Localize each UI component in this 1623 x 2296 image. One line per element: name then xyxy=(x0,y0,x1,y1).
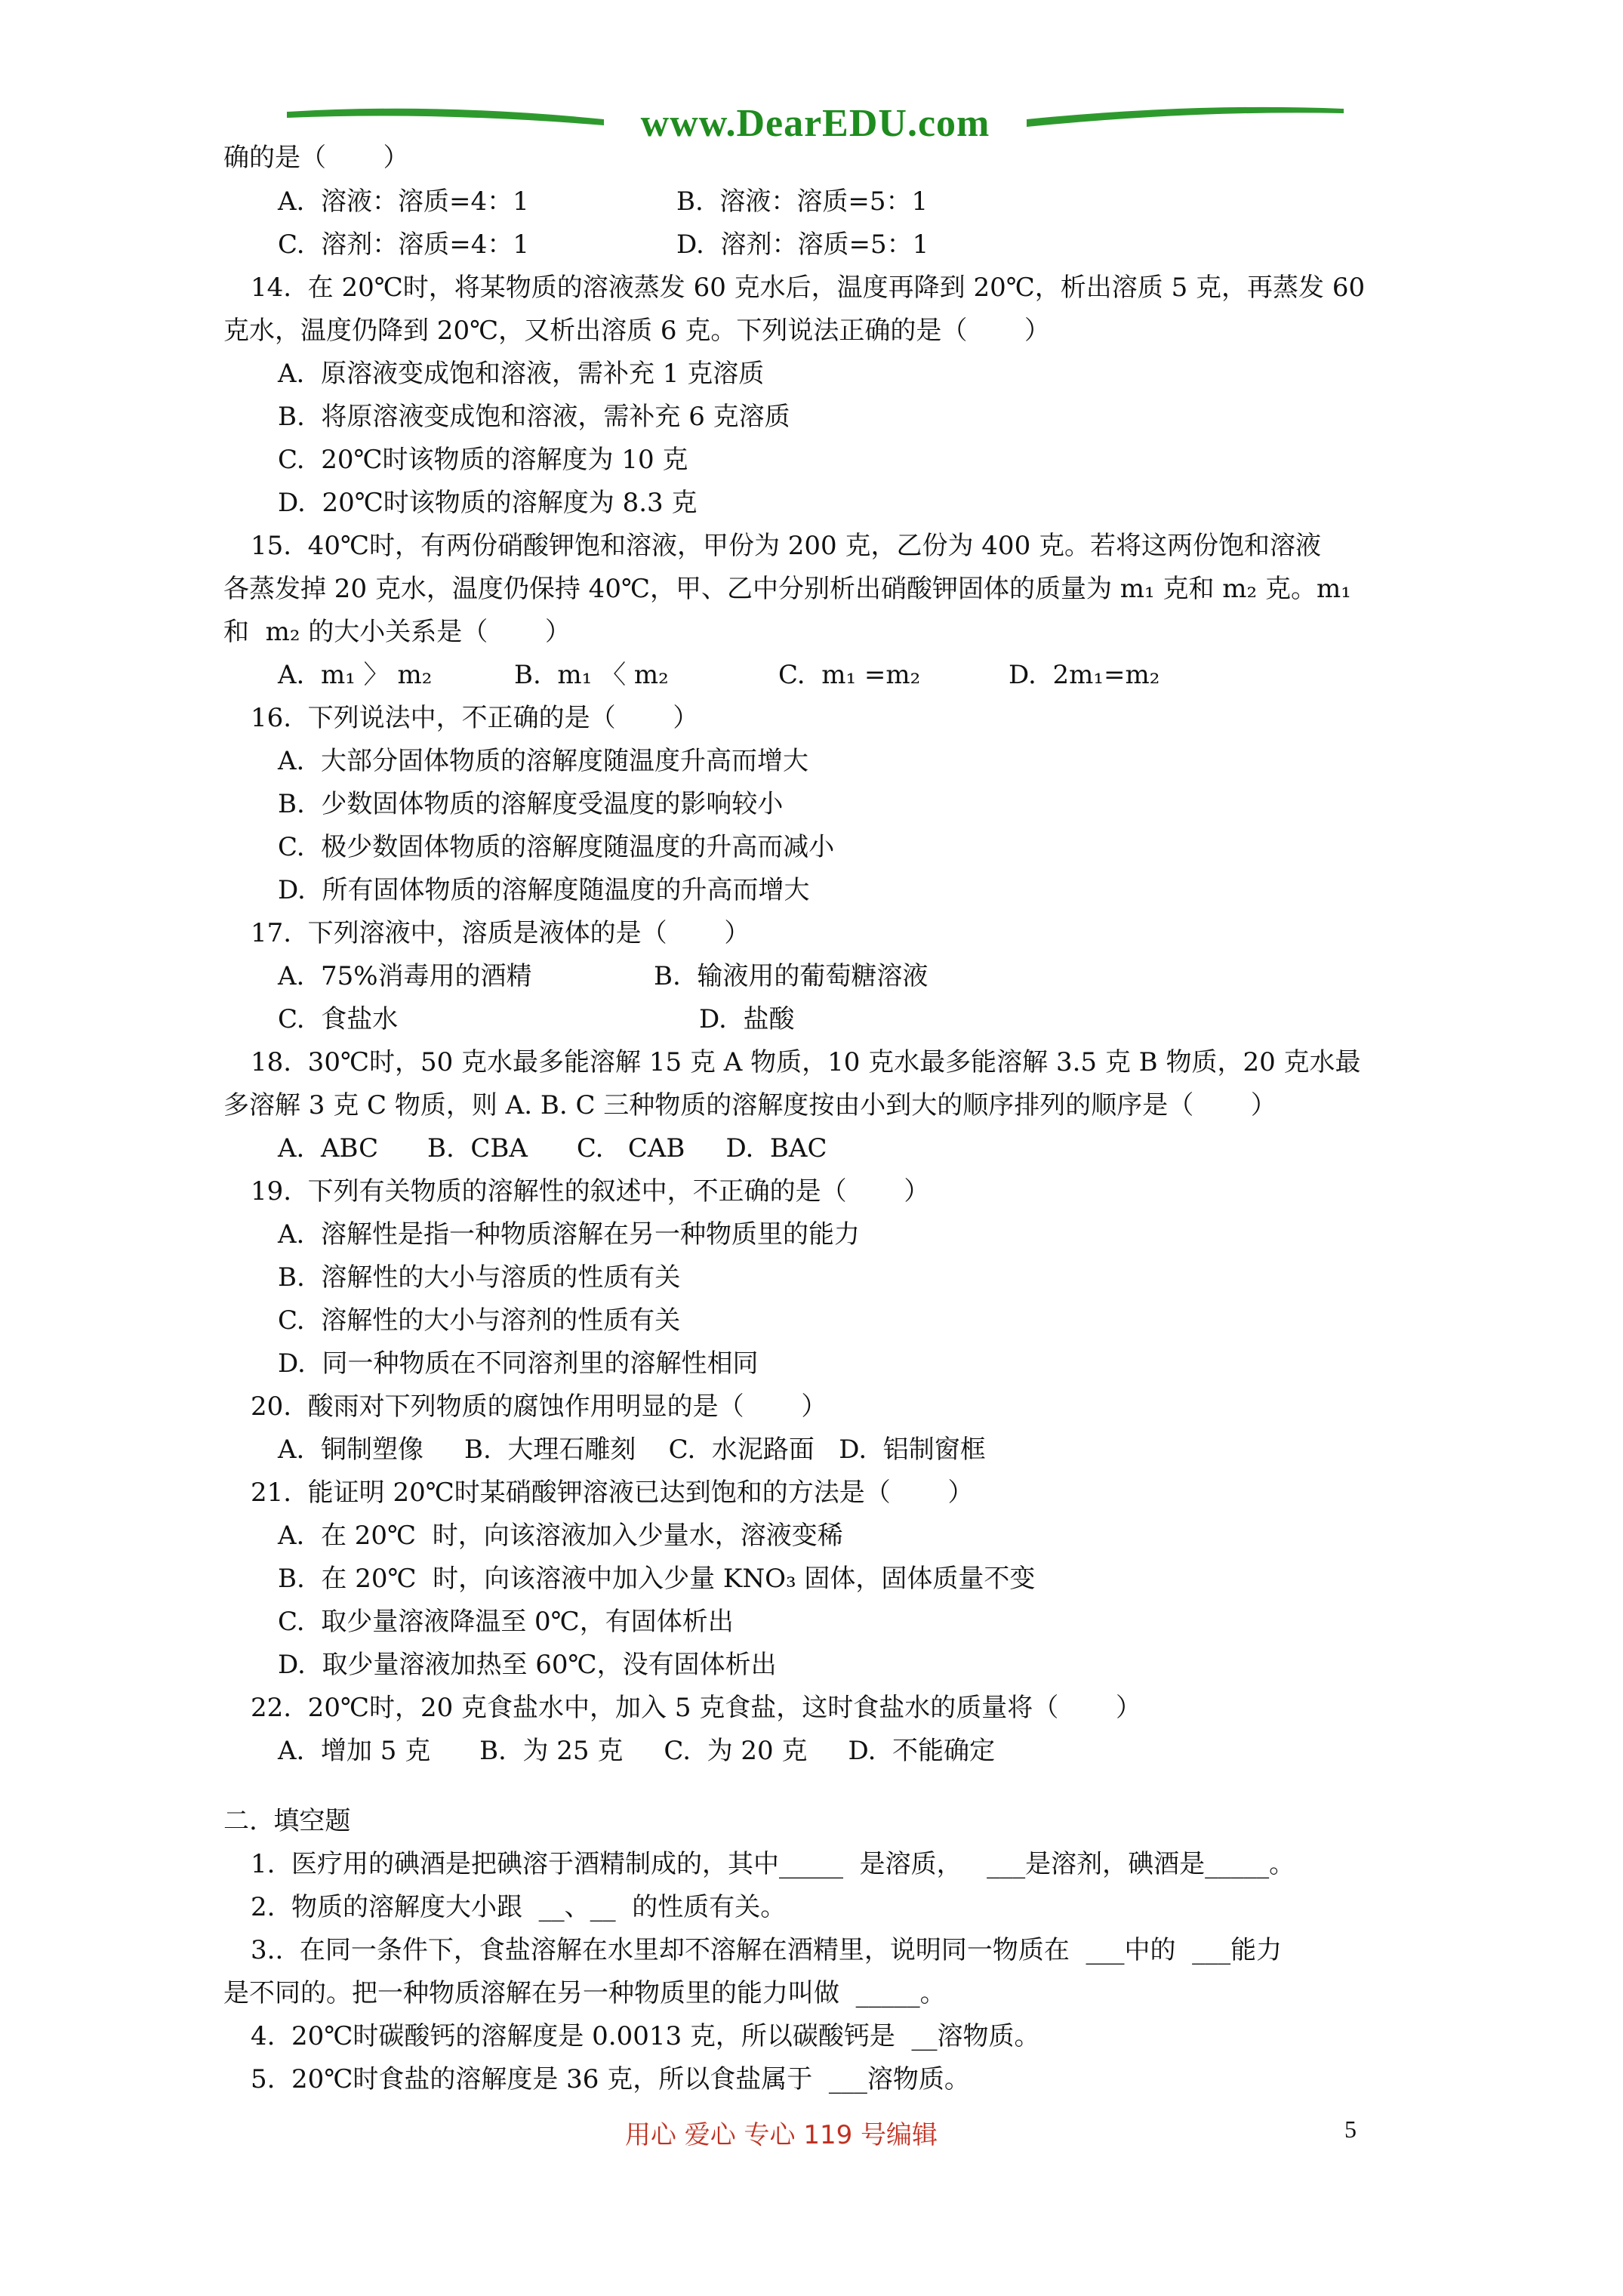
option-line: B. 在 20℃ 时，向该溶液中加入少量 KNO₃ 固体，固体质量不变 xyxy=(278,1564,1036,1594)
option-line: A. m₁ 〉 m₂ xyxy=(278,660,433,690)
option-line: A. 增加 5 克 B. 为 25 克 C. 为 20 克 D. 不能确定 xyxy=(278,1736,996,1766)
option-line: A. 溶液：溶质=4：1 xyxy=(278,186,529,217)
option-line: A. ABC B. CBA C. CAB D. BAC xyxy=(278,1133,827,1163)
section-heading: 二. 填空题 xyxy=(223,1806,351,1836)
text-line: 确的是（ ） xyxy=(223,143,409,173)
option-line: C. 20℃时该物质的溶解度为 10 克 xyxy=(278,445,688,475)
option-line: B. 将原溶液变成饱和溶液，需补充 6 克溶质 xyxy=(278,402,790,432)
question-line: 18. 30℃时，50 克水最多能溶解 15 克 A 物质，10 克水最多能溶解 3.5 克 B 物质，20 克水最 xyxy=(251,1047,1361,1077)
option-line: B. 少数固体物质的溶解度受温度的影响较小 xyxy=(278,789,784,819)
option-line: D. 取少量溶液加热至 60℃，没有固体析出 xyxy=(278,1650,777,1680)
text-line: 是不同的。把一种物质溶解在另一种物质里的能力叫做 _____。 xyxy=(223,1978,946,2008)
page-number: 5 xyxy=(1344,2116,1357,2143)
option-line: D. 同一种物质在不同溶剂里的溶解性相同 xyxy=(278,1348,759,1379)
option-line: A. 大部分固体物质的溶解度随温度升高而增大 xyxy=(278,746,808,776)
page-footer xyxy=(0,2114,1623,2151)
option-line: D. 2m₁=m₂ xyxy=(1009,660,1160,690)
option-line: B. 输液用的葡萄糖溶液 xyxy=(654,961,929,991)
option-line: A. 75%消毒用的酒精 xyxy=(278,961,532,991)
option-line: C. 食盐水 xyxy=(278,1004,399,1034)
question-line: 1. 医疗用的碘酒是把碘溶于酒精制成的，其中_____ 是溶质， ___是溶剂，碘酒是_____。 xyxy=(251,1849,1295,1879)
question-line: 22. 20℃时，20 克食盐水中，加入 5 克食盐，这时食盐水的质量将（ ） xyxy=(251,1693,1141,1723)
option-line: D. 20℃时该物质的溶解度为 8.3 克 xyxy=(278,488,698,518)
text-line: 和 m₂ 的大小关系是（ ） xyxy=(223,617,571,647)
question-line: 14. 在 20℃时，将某物质的溶液蒸发 60 克水后，温度再降到 20℃，析出溶质 5 克，再蒸发 60 xyxy=(251,273,1366,303)
option-line: D. 所有固体物质的溶解度随温度的升高而增大 xyxy=(278,875,810,905)
text-line: 各蒸发掉 20 克水，温度仍保持 40℃，甲、乙中分别析出硝酸钾固体的质量为 m₁ 克和 m₂ 克。m₁ xyxy=(223,574,1351,604)
question-line: 20. 酸雨对下列物质的腐蚀作用明显的是（ ） xyxy=(251,1391,827,1422)
option-line: B. 溶液：溶质=5：1 xyxy=(676,186,929,217)
text-line: 克水，温度仍降到 20℃，又析出溶质 6 克。下列说法正确的是（ ） xyxy=(223,316,1051,346)
option-line: D. 溶剂：溶质=5：1 xyxy=(676,230,929,260)
question-line: 5. 20℃时食盐的溶解度是 36 克，所以食盐属于 ___溶物质。 xyxy=(251,2064,970,2094)
option-line: A. 溶解性是指一种物质溶解在另一种物质里的能力 xyxy=(278,1219,860,1250)
question-line: 2. 物质的溶解度大小跟 __、__ 的性质有关。 xyxy=(251,1892,787,1922)
question-line: 3.. 在同一条件下，食盐溶解在水里却不溶解在酒精里，说明同一物质在 ___中的 ___能力 xyxy=(251,1935,1283,1965)
site-header xyxy=(287,97,1344,157)
option-line: C. 溶剂：溶质=4：1 xyxy=(278,230,529,260)
option-line: A. 铜制塑像 B. 大理石雕刻 C. 水泥路面 D. 铝制窗框 xyxy=(278,1435,986,1465)
question-line: 17. 下列溶液中，溶质是液体的是（ ） xyxy=(251,918,750,948)
option-line: A. 在 20℃ 时，向该溶液加入少量水，溶液变稀 xyxy=(278,1521,843,1551)
site-brand: www.DearEDU.com xyxy=(640,102,990,145)
option-line: A. 原溶液变成饱和溶液，需补充 1 克溶质 xyxy=(278,359,765,389)
option-line: C. m₁ =m₂ xyxy=(778,660,921,690)
option-line: D. 盐酸 xyxy=(699,1004,795,1034)
question-line: 15. 40℃时，有两份硝酸钾饱和溶液，甲份为 200 克，乙份为 400 克。若将这两份饱和溶液 xyxy=(251,531,1322,561)
question-line: 4. 20℃时碳酸钙的溶解度是 0.0013 克，所以碳酸钙是 __溶物质。 xyxy=(251,2021,1040,2051)
option-line: C. 取少量溶液降温至 0℃，有固体析出 xyxy=(278,1607,734,1637)
text-line: 多溶解 3 克 C 物质，则 A. B. C 三种物质的溶解度按由小到大的顺序排列的顺序是（ ） xyxy=(223,1090,1277,1120)
question-line: 21. 能证明 20℃时某硝酸钾溶液已达到饱和的方法是（ ） xyxy=(251,1478,974,1508)
option-line: C. 溶解性的大小与溶剂的性质有关 xyxy=(278,1305,681,1336)
footer-text: 用心 爱心 专心 119 号编辑 xyxy=(624,2120,938,2150)
question-line: 19. 下列有关物质的溶解性的叙述中，不正确的是（ ） xyxy=(251,1176,930,1207)
option-line: B. m₁ 〈 m₂ xyxy=(514,660,669,690)
question-line: 16. 下列说法中，不正确的是（ ） xyxy=(251,703,699,733)
option-line: C. 极少数固体物质的溶解度随温度的升高而减小 xyxy=(278,832,835,862)
option-line: B. 溶解性的大小与溶质的性质有关 xyxy=(278,1262,681,1293)
